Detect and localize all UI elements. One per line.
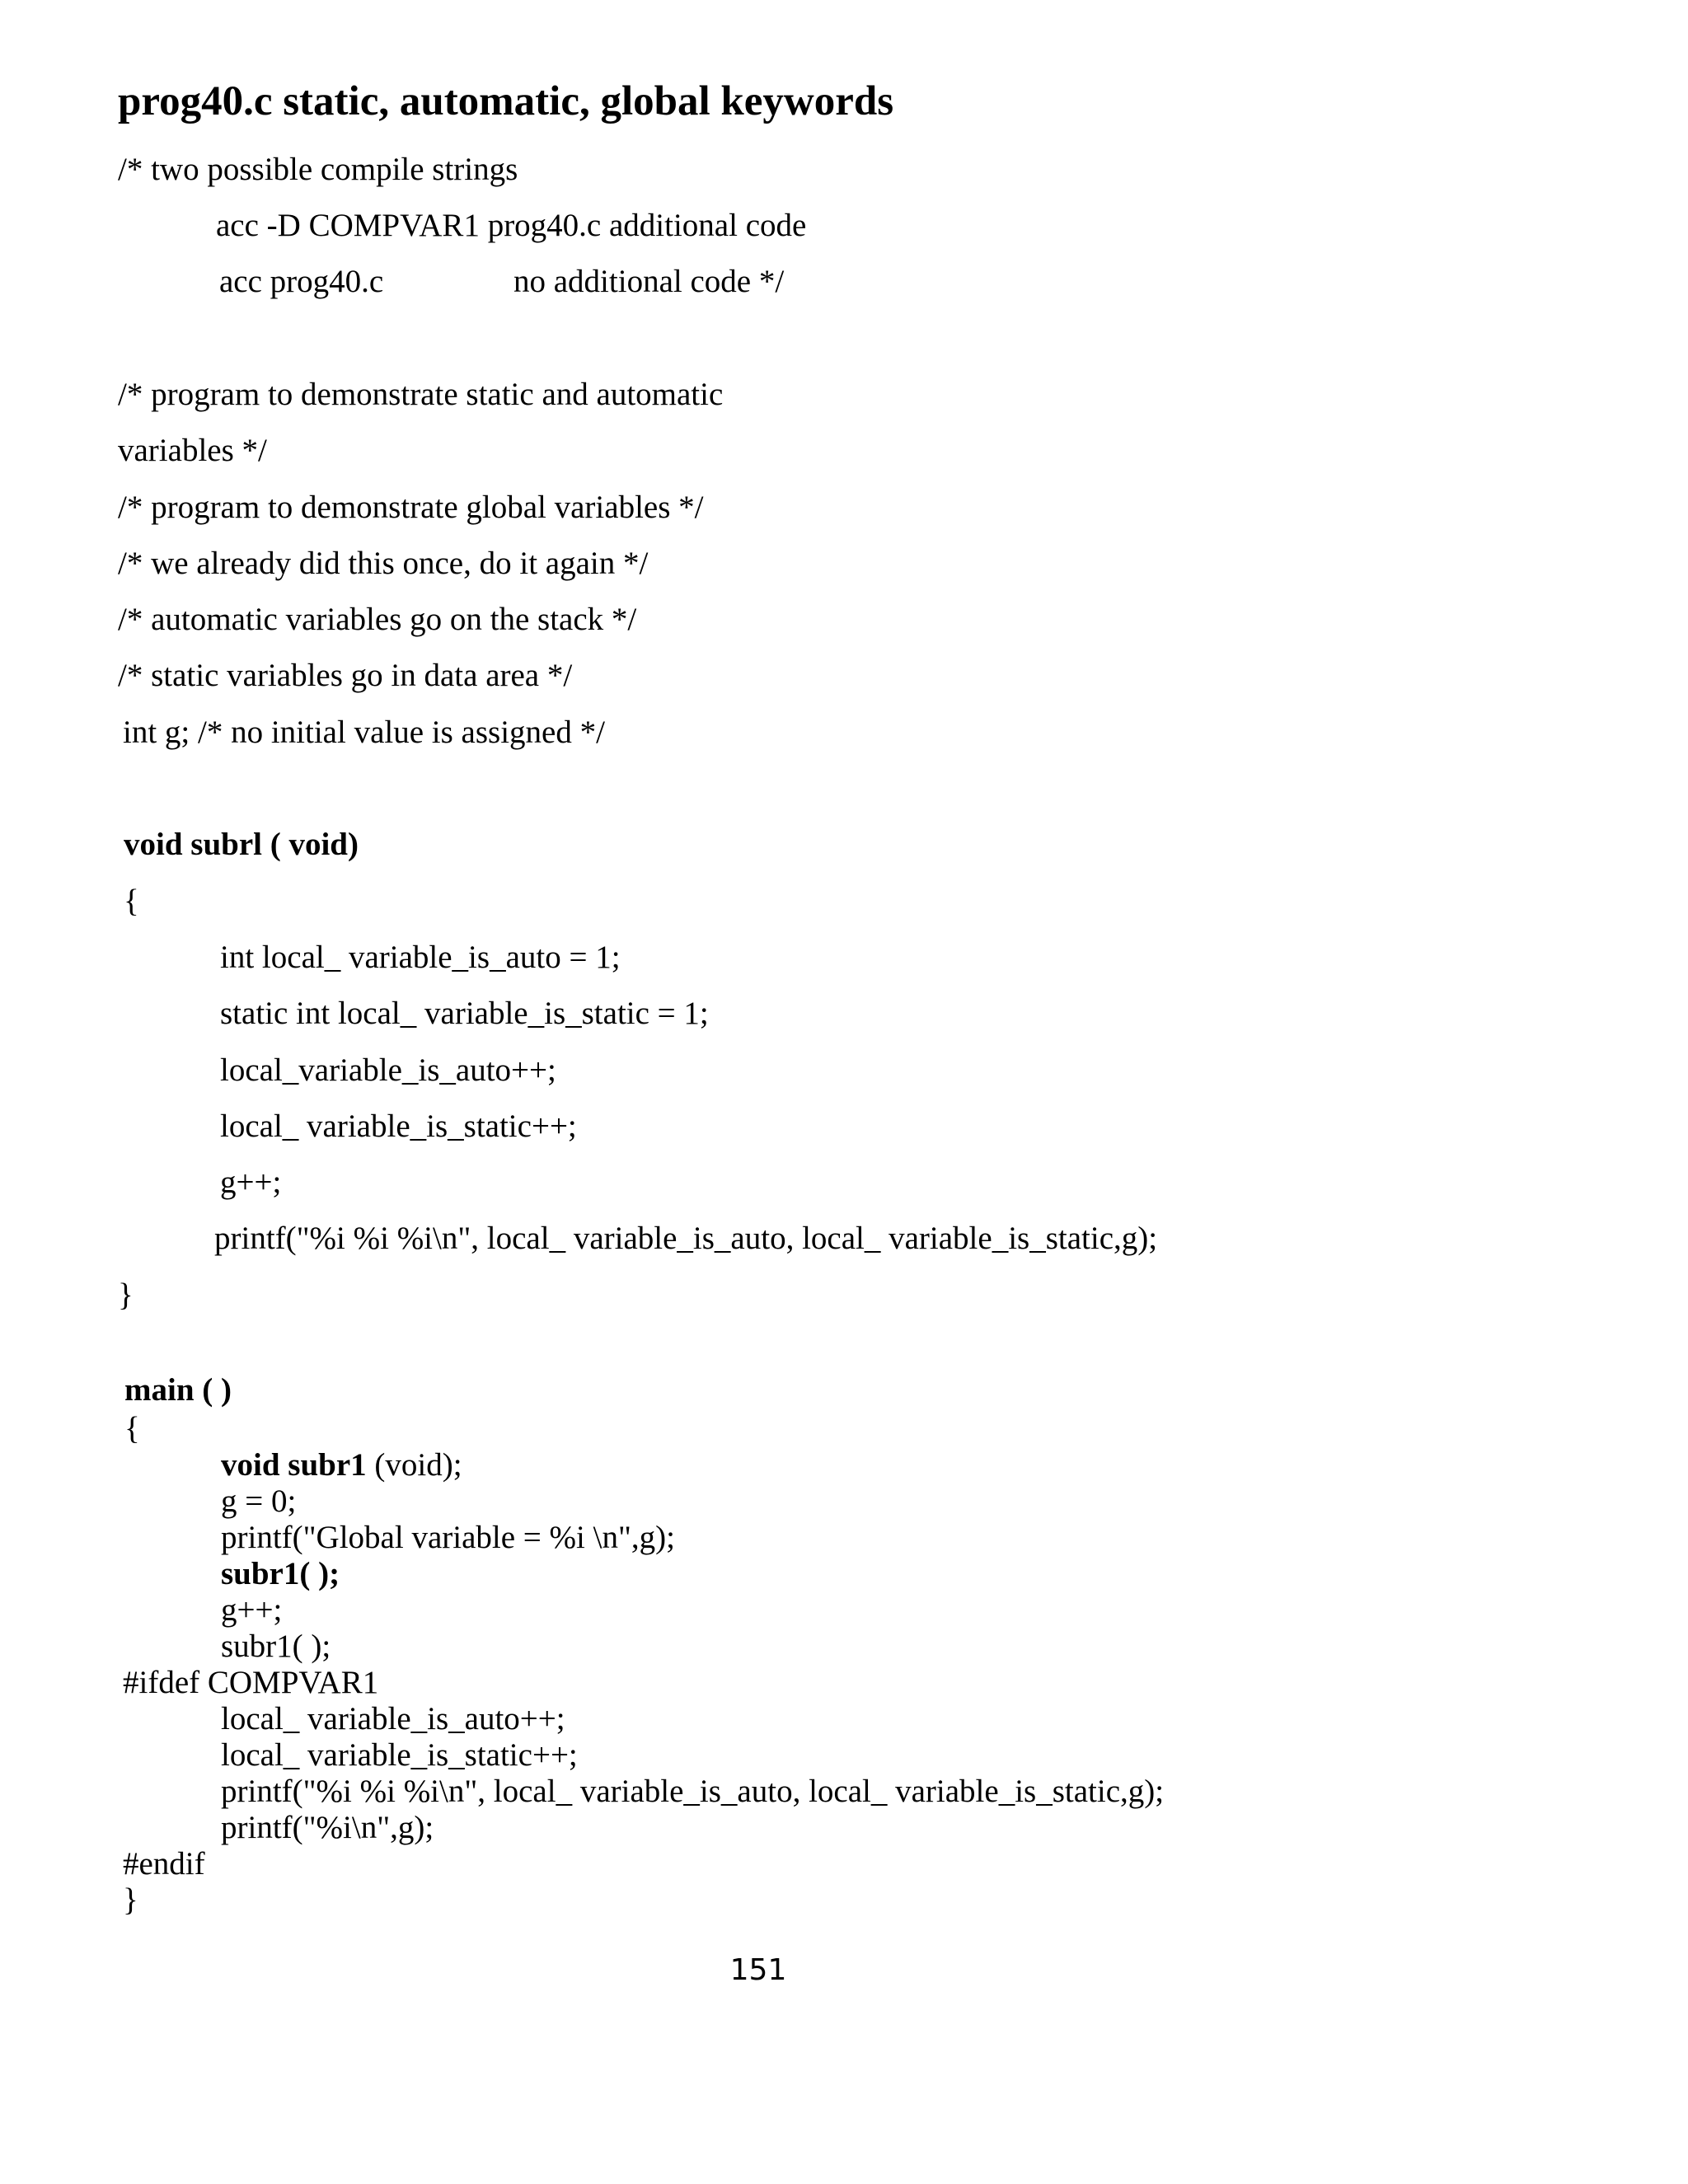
preprocessor-ifdef: #ifdef COMPVAR1 <box>123 1665 379 1700</box>
ifdef-body-line: printf("%i %i %i\n", local_ variable_is_auto, local_ variable_is_static,g); <box>221 1774 1165 1809</box>
page-title: prog40.c static, automatic, global keywords <box>118 78 894 124</box>
global-declaration: int g; /* no initial value is assigned */ <box>123 715 605 750</box>
subr-body-line: printf("%i %i %i\n", local_ variable_is_auto, local_ variable_is_static,g); <box>214 1221 1158 1256</box>
main-body-line: g++; <box>221 1592 283 1628</box>
preprocessor-endif: #endif <box>123 1846 205 1882</box>
comment-line: /* program to demonstrate static and automatic <box>118 377 724 412</box>
page-number: 151 <box>729 1953 787 1987</box>
main-body-line: g = 0; <box>221 1483 297 1519</box>
subr-body-line: static int local_ variable_is_static = 1; <box>220 996 709 1031</box>
compile-string-2-note: no additional code */ <box>513 264 785 299</box>
subr-signature: void subrl ( void) <box>124 827 359 862</box>
main-body-line: subr1( ); <box>221 1629 331 1664</box>
ifdef-body-line: local_ variable_is_static++; <box>221 1737 578 1773</box>
comment-line: variables */ <box>118 433 267 468</box>
comment-line: /* static variables go in data area */ <box>118 658 573 693</box>
comment-line: /* program to demonstrate global variables */ <box>118 490 704 525</box>
comment-compile-strings: /* two possible compile strings <box>118 152 518 187</box>
main-body-line: subr1( ); <box>221 1556 340 1591</box>
main-prototype-args: (void); <box>366 1447 462 1483</box>
compile-string-2-command: acc prog40.c <box>219 264 384 299</box>
main-signature: main ( ) <box>124 1372 232 1408</box>
subr-close-brace: } <box>118 1277 134 1313</box>
ifdef-body-line: local_ variable_is_auto++; <box>221 1701 565 1736</box>
main-close-brace: } <box>123 1882 138 1918</box>
comment-line: /* automatic variables go on the stack */ <box>118 602 637 637</box>
compile-string-1: acc -D COMPVAR1 prog40.c additional code <box>216 208 807 243</box>
subr-body-line: local_ variable_is_static++; <box>220 1108 577 1144</box>
ifdef-body-line: printf("%i\n",g); <box>221 1810 434 1845</box>
main-body-line: printf("Global variable = %i \n",g); <box>221 1520 675 1555</box>
subr-body-line: int local_ variable_is_auto = 1; <box>220 940 621 975</box>
main-prototype-name: void subr1 <box>221 1447 367 1483</box>
comment-line: /* we already did this once, do it again */ <box>118 546 649 581</box>
main-open-brace: { <box>124 1411 140 1446</box>
subr-body-line: local_variable_is_auto++; <box>220 1052 556 1088</box>
subr-open-brace: { <box>124 883 139 919</box>
subr-body-line: g++; <box>220 1165 282 1200</box>
main-prototype <box>221 1446 462 1484</box>
